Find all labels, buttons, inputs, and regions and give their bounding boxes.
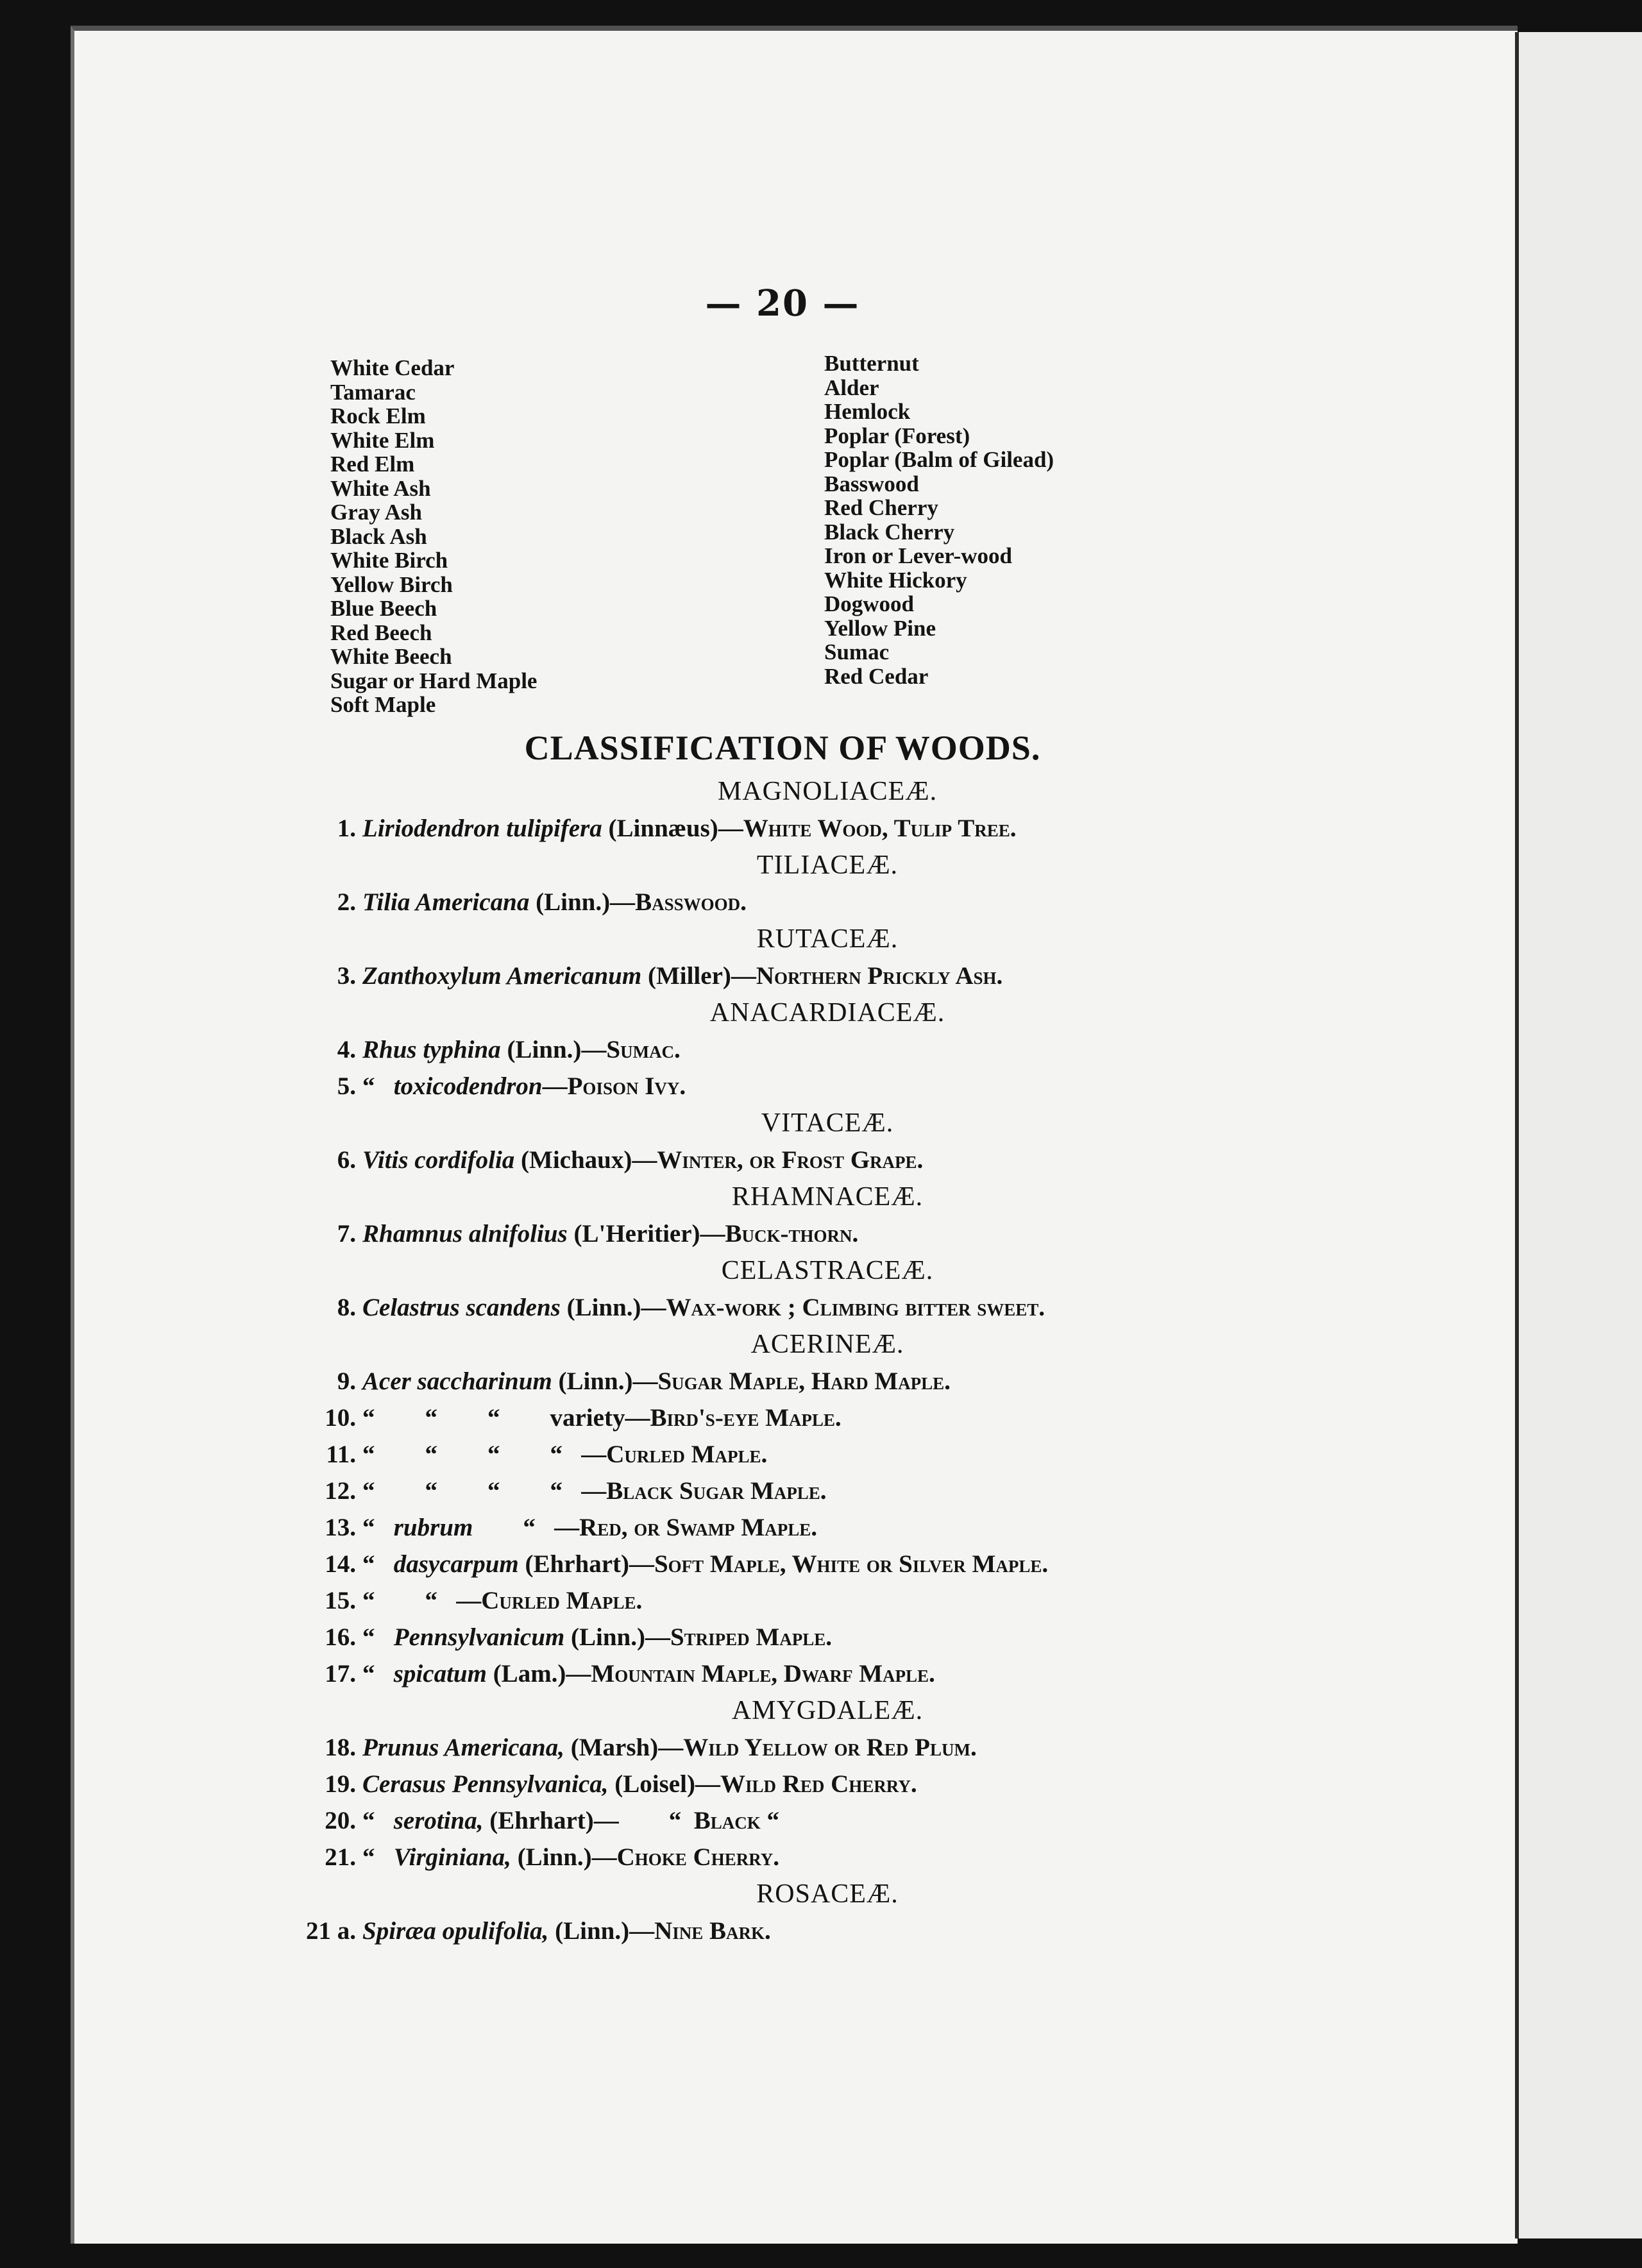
authority: (Linn.)— bbox=[564, 1623, 670, 1651]
botanical-name: Tilia Americana bbox=[362, 888, 530, 916]
classification-entry bbox=[301, 1068, 1328, 1104]
common-name: Wild Yellow or Red Plum. bbox=[683, 1734, 977, 1761]
common-name: Soft Maple, White or Silver Maple. bbox=[654, 1550, 1049, 1578]
classification-entry bbox=[301, 1582, 1328, 1619]
common-name: Curled Maple. bbox=[481, 1587, 643, 1614]
authority: (Linn.)— bbox=[511, 1843, 617, 1871]
common-name: Choke Cherry. bbox=[616, 1843, 780, 1871]
ditto-marks: “ bbox=[362, 1660, 394, 1688]
entry-text bbox=[362, 1766, 917, 1802]
botanical-name: serotina, bbox=[393, 1807, 484, 1834]
authority: (Loisel)— bbox=[608, 1770, 720, 1798]
wood-list-left bbox=[330, 356, 537, 717]
entry-number: 14. bbox=[325, 1550, 356, 1578]
ditto-marks: “ bbox=[362, 1550, 394, 1578]
wood-list-item: Rock Elm bbox=[330, 403, 426, 428]
common-name: Sumac. bbox=[606, 1036, 681, 1063]
wood-list-item: White Hickory bbox=[824, 567, 967, 593]
authority: (Linn.)— bbox=[552, 1367, 658, 1395]
entry-text bbox=[362, 1473, 827, 1509]
facing-page-edge bbox=[1515, 32, 1642, 2238]
wood-list-item: Black Ash bbox=[330, 523, 427, 549]
common-name: Sugar Maple, Hard Maple. bbox=[657, 1367, 951, 1395]
botanical-name: Rhus typhina bbox=[362, 1036, 501, 1063]
wood-list-item: Red Cherry bbox=[824, 495, 938, 520]
common-name: Poison Ivy. bbox=[567, 1072, 686, 1100]
entry-text bbox=[362, 1619, 832, 1655]
classification-entry bbox=[301, 1546, 1328, 1582]
entry-text bbox=[362, 884, 747, 920]
authority: (Linn.)— bbox=[500, 1036, 607, 1063]
classification-entry bbox=[301, 1655, 1328, 1692]
botanical-name: Pennsylvanicum bbox=[393, 1623, 565, 1651]
botanical-name: Virginiana, bbox=[393, 1843, 511, 1871]
classification-entry bbox=[301, 1802, 1328, 1839]
classification-entry bbox=[301, 1913, 1328, 1949]
entry-text bbox=[362, 1068, 686, 1104]
wood-list-item: Dogwood bbox=[824, 591, 915, 616]
common-name: Black “ bbox=[693, 1807, 780, 1834]
entry-number: 4. bbox=[337, 1036, 356, 1063]
common-name: Basswood. bbox=[635, 888, 747, 916]
wood-list-item: Poplar (Balm of Gilead) bbox=[824, 447, 1054, 472]
wood-list-item: Poplar (Forest) bbox=[824, 423, 970, 448]
entry-number: 9. bbox=[337, 1367, 356, 1395]
botanical-name: Celastrus scandens bbox=[362, 1294, 561, 1321]
authority: (Linn.)— bbox=[560, 1294, 666, 1321]
common-name: Mountain Maple, Dwarf Maple. bbox=[591, 1660, 935, 1688]
classification-entry bbox=[301, 1729, 1328, 1766]
entry-number: 1. bbox=[337, 815, 356, 842]
botanical-name: rubrum bbox=[393, 1514, 473, 1541]
common-name: Winter, or Frost Grape. bbox=[657, 1146, 924, 1174]
classification-entry bbox=[301, 884, 1328, 920]
authority: (Lam.)— bbox=[486, 1660, 591, 1688]
wood-list-item: Red Beech bbox=[330, 620, 432, 645]
classification-list bbox=[301, 773, 1328, 1949]
entry-number: 18. bbox=[325, 1734, 356, 1761]
wood-list-item: Yellow Pine bbox=[824, 615, 936, 641]
classification-entry bbox=[301, 810, 1328, 847]
wood-list-item: Red Elm bbox=[330, 452, 415, 477]
botanical-name: Prunus Americana, bbox=[362, 1734, 564, 1761]
entry-text bbox=[362, 1655, 935, 1692]
common-name: White Wood, Tulip Tree. bbox=[743, 815, 1017, 842]
ditto-marks: “ bbox=[362, 1072, 394, 1100]
classification-entry bbox=[301, 1473, 1328, 1509]
ditto-marks: “ “ “ “ — bbox=[362, 1477, 607, 1505]
common-name: Red, or Swamp Maple. bbox=[579, 1514, 817, 1541]
entry-number: 8. bbox=[337, 1294, 356, 1321]
family-heading: AMYGDALEÆ. bbox=[731, 1696, 924, 1725]
authority: (Linn.)— bbox=[529, 888, 636, 916]
authority: (Linnæus)— bbox=[602, 815, 743, 842]
family-heading: TILIACEÆ. bbox=[756, 851, 899, 880]
classification-entry bbox=[301, 1363, 1328, 1400]
family-heading: RUTACEÆ. bbox=[756, 924, 899, 954]
botanical-name: Acer saccharinum bbox=[362, 1367, 552, 1395]
authority: (Michaux)— bbox=[514, 1146, 657, 1174]
authority: (Marsh)— bbox=[564, 1734, 684, 1761]
entry-number: 2. bbox=[337, 888, 356, 916]
entry-number: 19. bbox=[325, 1770, 356, 1798]
wood-list-item: Gray Ash bbox=[330, 500, 422, 525]
botanical-name: Vitis cordifolia bbox=[362, 1146, 515, 1174]
wood-list-right bbox=[824, 351, 1054, 688]
botanical-name: Liriodendron tulipifera bbox=[362, 815, 602, 842]
classification-entry bbox=[301, 1509, 1328, 1546]
family-heading: ROSACEÆ. bbox=[756, 1879, 899, 1909]
authority: (Miller)— bbox=[641, 962, 756, 990]
wood-list-item: Sumac bbox=[824, 639, 890, 664]
botanical-name: toxicodendron bbox=[393, 1072, 543, 1100]
entry-text bbox=[362, 1729, 977, 1766]
page-number: — 20 — bbox=[705, 282, 860, 325]
entry-text bbox=[362, 1289, 1045, 1326]
common-name: Bird's-eye Maple. bbox=[650, 1404, 842, 1432]
entry-number: 3. bbox=[337, 962, 356, 990]
classification-entry bbox=[301, 1766, 1328, 1802]
authority: (Ehrhart)— bbox=[518, 1550, 654, 1578]
entry-number: 10. bbox=[325, 1404, 356, 1432]
family-heading: MAGNOLIACEÆ. bbox=[717, 777, 938, 806]
entry-number: 12. bbox=[325, 1477, 356, 1505]
ditto-marks: “ bbox=[362, 1514, 394, 1541]
common-name: Nine Bark. bbox=[654, 1917, 771, 1945]
wood-list-item: Basswood bbox=[824, 471, 919, 496]
wood-list-item: Black Cherry bbox=[824, 519, 955, 545]
family-heading: VITACEÆ. bbox=[761, 1108, 894, 1138]
ditto-marks: “ bbox=[362, 1807, 394, 1834]
wood-list-item: Alder bbox=[824, 375, 879, 400]
ditto-marks: “ “ — bbox=[362, 1587, 482, 1614]
wood-list-item: Red Cedar bbox=[824, 663, 929, 689]
ditto-marks: “ “ “ bbox=[362, 1404, 550, 1432]
entry-number: 13. bbox=[325, 1514, 356, 1541]
entry-number: 17. bbox=[325, 1660, 356, 1688]
entry-number: 6. bbox=[337, 1146, 356, 1174]
page-title: CLASSIFICATION OF WOODS. bbox=[524, 729, 1041, 767]
family-heading: ANACARDIACEÆ. bbox=[709, 998, 945, 1028]
entry-number: 21 a. bbox=[306, 1917, 356, 1945]
authority: — bbox=[542, 1072, 568, 1100]
entry-text bbox=[362, 1436, 767, 1473]
authority: (Ehrhart)— “ bbox=[483, 1807, 694, 1834]
wood-list-item: White Cedar bbox=[330, 355, 455, 380]
entry-text bbox=[362, 1363, 951, 1400]
classification-entry bbox=[301, 1215, 1328, 1252]
entry-text bbox=[362, 958, 1003, 994]
classification-entry bbox=[301, 1619, 1328, 1655]
wood-list-item: White Ash bbox=[330, 475, 431, 501]
wood-list-item: Blue Beech bbox=[330, 596, 437, 621]
classification-entry bbox=[301, 958, 1328, 994]
entry-text bbox=[362, 1546, 1048, 1582]
ditto-marks: “ bbox=[362, 1623, 394, 1651]
wood-list-item: Tamarac bbox=[330, 379, 416, 405]
botanical-name: Cerasus Pennsylvanica, bbox=[362, 1770, 609, 1798]
botanical-name: spicatum bbox=[393, 1660, 487, 1688]
entry-number: 16. bbox=[325, 1623, 356, 1651]
wood-list-item: Sugar or Hard Maple bbox=[330, 668, 537, 693]
wood-list-item: Iron or Lever-wood bbox=[824, 543, 1012, 568]
entry-text bbox=[362, 1582, 642, 1619]
authority: (Linn.)— bbox=[548, 1917, 655, 1945]
entry-text bbox=[362, 1802, 779, 1839]
entry-text bbox=[362, 1031, 681, 1068]
authority: (L'Heritier)— bbox=[567, 1220, 725, 1248]
botanical-name: Rhamnus alnifolius bbox=[362, 1220, 568, 1248]
common-name: Striped Maple. bbox=[670, 1623, 832, 1651]
common-name: Curled Maple. bbox=[606, 1441, 768, 1468]
classification-entry bbox=[301, 1289, 1328, 1326]
wood-list-item: White Birch bbox=[330, 548, 448, 573]
entry-text bbox=[362, 1913, 771, 1949]
botanical-name: Zanthoxylum Americanum bbox=[362, 962, 642, 990]
wood-list-item: Butternut bbox=[824, 351, 919, 376]
entry-text bbox=[362, 1400, 842, 1436]
entry-text bbox=[362, 1215, 858, 1252]
classification-entry bbox=[301, 1436, 1328, 1473]
classification-entry bbox=[301, 1400, 1328, 1436]
entry-number: 21. bbox=[325, 1843, 356, 1871]
entry-number: 11. bbox=[326, 1441, 356, 1468]
entry-number: 7. bbox=[337, 1220, 356, 1248]
classification-entry bbox=[301, 1142, 1328, 1178]
family-heading: RHAMNACEÆ. bbox=[731, 1182, 924, 1212]
wood-list-item: Soft Maple bbox=[330, 692, 436, 717]
common-name: Wild Red Cherry. bbox=[720, 1770, 917, 1798]
common-name: Northern Prickly Ash. bbox=[756, 962, 1003, 990]
ditto-marks: “ bbox=[362, 1843, 394, 1871]
wood-list-item: White Beech bbox=[330, 644, 452, 669]
wood-list-item: White Elm bbox=[330, 427, 435, 453]
wood-list-item: Hemlock bbox=[824, 399, 911, 424]
ditto-marks: “ “ “ “ — bbox=[362, 1441, 607, 1468]
entry-text bbox=[362, 1142, 923, 1178]
entry-text bbox=[362, 1509, 817, 1546]
wood-list-item: Yellow Birch bbox=[330, 571, 453, 597]
botanical-name: Spiræa opulifolia, bbox=[362, 1917, 549, 1945]
entry-text bbox=[362, 810, 1017, 847]
common-name: Wax-work ; Climbing bitter sweet. bbox=[666, 1294, 1045, 1321]
entry-number: 20. bbox=[325, 1807, 356, 1834]
family-heading: CELASTRACEÆ. bbox=[721, 1256, 934, 1285]
common-name: Buck-thorn. bbox=[725, 1220, 859, 1248]
common-name: Black Sugar Maple. bbox=[606, 1477, 827, 1505]
family-heading: ACERINEÆ. bbox=[750, 1330, 904, 1359]
classification-entry bbox=[301, 1031, 1328, 1068]
entry-text bbox=[362, 1839, 779, 1875]
classification-entry bbox=[301, 1839, 1328, 1875]
authority: “ — bbox=[473, 1514, 580, 1541]
entry-number: 5. bbox=[337, 1072, 356, 1100]
authority: variety— bbox=[550, 1404, 650, 1432]
botanical-name: dasycarpum bbox=[393, 1550, 519, 1578]
entry-number: 15. bbox=[325, 1587, 356, 1614]
